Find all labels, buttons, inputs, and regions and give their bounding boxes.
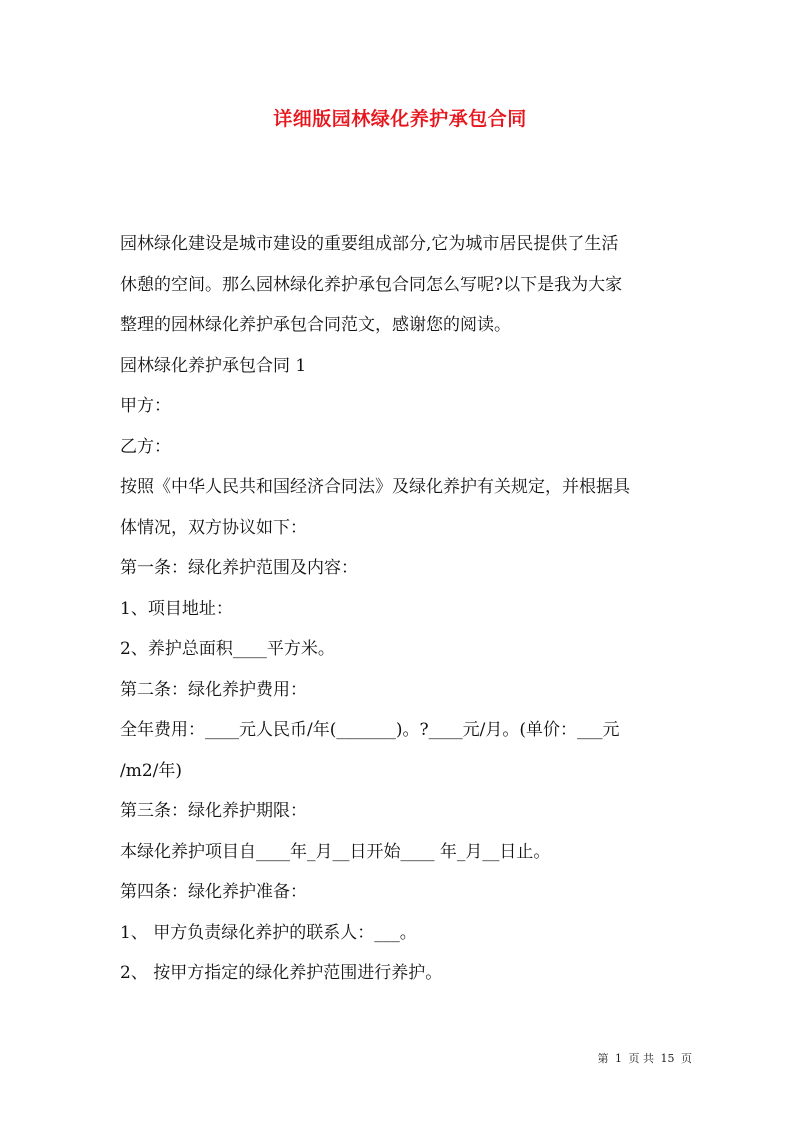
clause-heading: 第一条：绿化养护范围及内容： xyxy=(120,558,358,578)
document-body xyxy=(120,228,690,998)
paragraph-line: 休憩的空间。那么园林绿化养护承包合同怎么写呢?以下是我为大家 xyxy=(120,274,623,295)
paragraph-line: 全年费用：____元人民币/年(_______)。?____元/月。(单价：___元 xyxy=(120,720,620,740)
clause-heading: 第二条：绿化养护费用： xyxy=(120,679,307,700)
clause-heading: 第三条：绿化养护期限： xyxy=(120,801,307,821)
clause-item: 2、 按甲方指定的绿化养护范围进行养护。 xyxy=(120,963,443,983)
party-a-line: 甲方： xyxy=(120,396,171,416)
document-title: 详细版园林绿化养护承包合同 xyxy=(273,108,527,130)
page-number-footer xyxy=(0,1050,692,1066)
page-total: 15 xyxy=(660,1052,675,1065)
page-label-mid: 页 共 xyxy=(628,1052,654,1065)
paragraph-line: 按照《中华人民共和国经济合同法》及绿化养护有关规定，并根据具 xyxy=(120,477,630,497)
page-label-suffix: 页 xyxy=(681,1052,692,1065)
paragraph-line: 园林绿化建设是城市建设的重要组成部分,它为城市居民提供了生活 xyxy=(120,234,619,254)
section-heading: 园林绿化养护承包合同 1 xyxy=(120,355,307,376)
paragraph-line: 整理的园林绿化养护承包合同范文，感谢您的阅读。 xyxy=(120,315,511,335)
clause-heading: 第四条：绿化养护准备： xyxy=(120,882,307,902)
paragraph-line: 体情况，双方协议如下： xyxy=(120,517,307,538)
paragraph-line: 本绿化养护项目自____年_月__日开始____ 年_月__日止。 xyxy=(120,841,551,862)
clause-item: 1、 甲方负责绿化养护的联系人：___。 xyxy=(120,922,417,943)
page-current: 1 xyxy=(615,1052,622,1065)
paragraph-line: /m2/年) xyxy=(120,760,183,781)
clause-item: 2、养护总面积____平方米。 xyxy=(120,639,335,659)
clause-item: 1、项目地址： xyxy=(120,598,233,619)
page-label-prefix: 第 xyxy=(597,1052,609,1065)
party-b-line: 乙方： xyxy=(120,436,171,457)
